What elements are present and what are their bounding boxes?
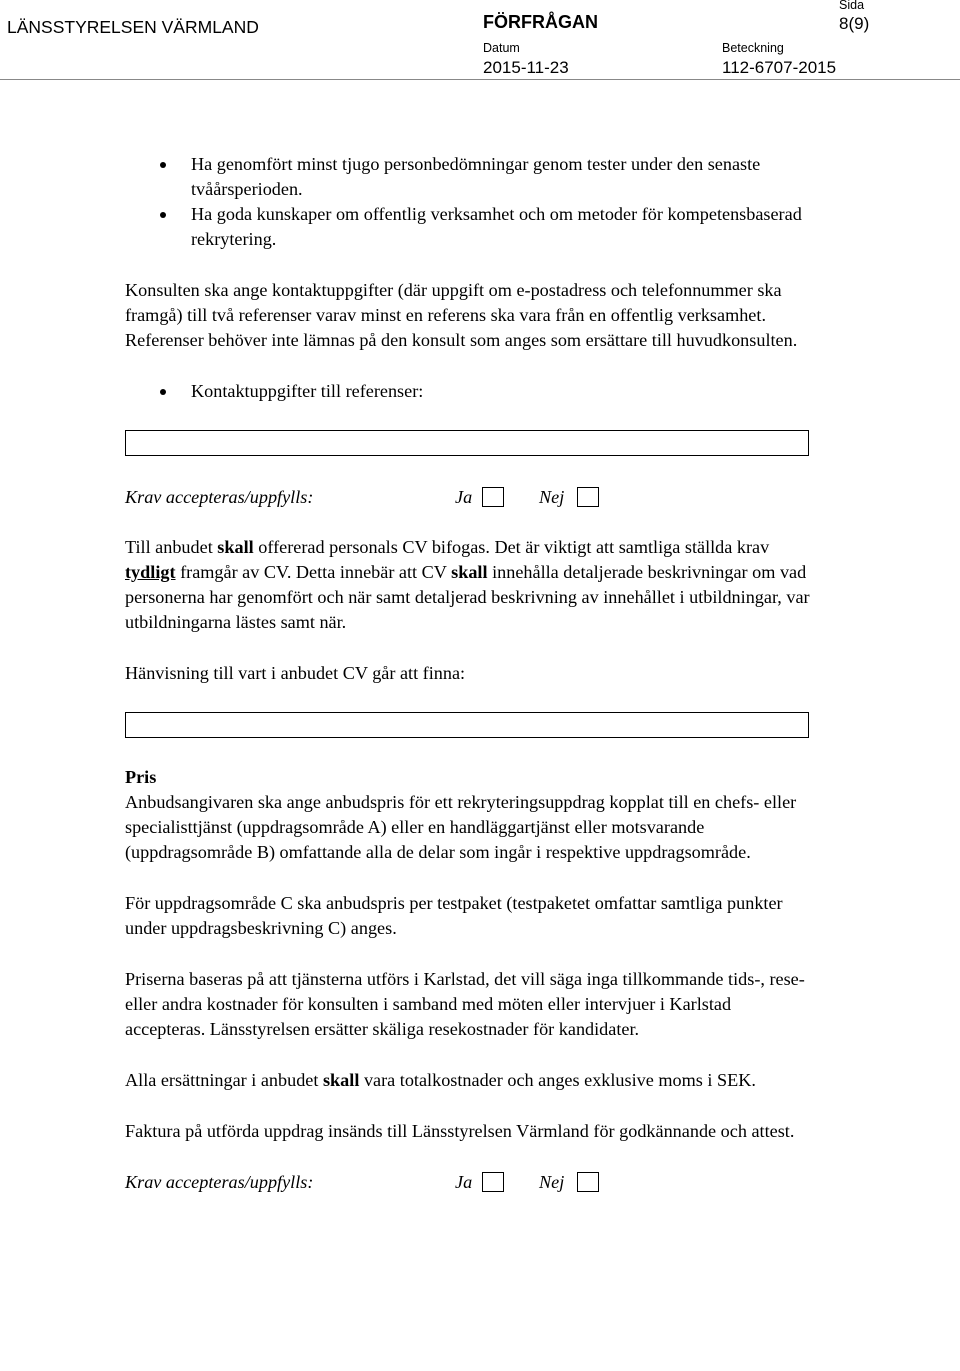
emphasis-text: skall (322, 1070, 360, 1090)
text-run: Alla ersättningar i anbudet (125, 1070, 323, 1090)
yes-checkbox[interactable] (482, 487, 504, 507)
price-paragraph-2: För uppdragsområde C ska anbudspris per testpaket (testpaketet omfattar samtliga punkter under uppdragsbeskrivning C) anges. (125, 893, 783, 938)
text-run: offererad personals CV bifogas. Det är viktigt att samtliga ställda krav (253, 537, 770, 557)
list-item (0, 202, 815, 252)
text-run: innehålla detaljerade beskrivningar om vad personerna har genomfört och när samt detaljerad beskrivning av innehållet i utbildningar, var utbildningarna lästes samt när. (125, 562, 810, 632)
price-paragraph-3: Priserna baseras på att tjänsterna utförs i Karlstad, det vill säga inga tillkommande tids-, rese- eller andra kostnader för konsulten i samband med möten eller intervjuer i Karlstad accepteras. Länsstyrelsen ersätter skäliga resekostnader för kandidater. (125, 969, 805, 1039)
yes-checkbox[interactable] (482, 1172, 504, 1192)
bullet-icon (160, 212, 166, 218)
yes-label: Ja (455, 487, 473, 507)
date-value: 2015-11-23 (483, 58, 569, 77)
bullet-icon (160, 389, 166, 395)
no-checkbox[interactable] (577, 1172, 599, 1192)
requirement-acceptance-row (125, 485, 815, 510)
list-item-text: Ha genomfört minst tjugo personbedömningar genom tester under den senaste tvåårsperioden. (191, 154, 761, 199)
cv-reference-input-field[interactable] (125, 712, 809, 738)
references-paragraph: Konsulten ska ange kontaktuppgifter (där uppgift om e-postadress och telefonnummer ska framgå) till två referenser varav minst en referens ska vara från en offentlig verksamhet. Referenser behöver inte lämnas på den konsult som anges som ersättare till huvudkonsulten. (125, 280, 798, 350)
price-paragraph-1: Anbudsangivaren ska ange anbudspris för ett rekryteringsuppdrag kopplat till en chefs- eller specialisttjänst (uppdragsområde A) eller en handläggartjänst eller motsvarande (uppdragsområde B) omfattande alla de delar som ingår i respektive uppdragsområde. (125, 792, 797, 862)
reference-label: Beteckning (722, 41, 784, 55)
page-number: 8(9) (839, 14, 870, 33)
date-label: Datum (483, 41, 520, 55)
text-run: vara totalkostnader och anges exklusive moms i SEK. (359, 1070, 756, 1090)
text-run: framgår av CV. Detta innebär att CV (175, 562, 452, 582)
emphasis-text: skall (217, 537, 254, 557)
document-type: FÖRFRÅGAN (483, 12, 598, 32)
contacts-list (125, 379, 815, 404)
price-paragraph-4 (125, 1068, 815, 1093)
text-run: Till anbudet (125, 537, 218, 557)
price-paragraph-5: Faktura på utförda uppdrag insänds till Länsstyrelsen Värmland för godkännande och attest. (125, 1121, 795, 1141)
list-item (0, 152, 815, 202)
references-input-field[interactable] (125, 430, 809, 456)
header-divider (0, 79, 960, 80)
cv-paragraph (125, 535, 815, 635)
bullet-icon (160, 162, 166, 168)
yes-label: Ja (455, 1172, 473, 1192)
list-item-text: Kontaktuppgifter till referenser: (191, 381, 424, 401)
no-checkbox[interactable] (577, 487, 599, 507)
document-body (125, 152, 815, 1195)
no-label: Nej (539, 487, 565, 507)
reference-number: 112-6707-2015 (722, 58, 837, 77)
underlined-text: tydligt (125, 562, 176, 582)
section-heading-price: Pris (125, 767, 157, 787)
cv-reference-prompt: Hänvisning till vart i anbudet CV går att finna: (125, 663, 466, 683)
requirement-acceptance-label: Krav accepteras/uppfylls: (125, 1172, 314, 1192)
list-item (0, 379, 815, 404)
list-item-text: Ha goda kunskaper om offentlig verksamhet och om metoder för kompetensbaserad rekrytering. (191, 204, 802, 249)
no-label: Nej (539, 1172, 565, 1192)
emphasis-text: skall (451, 562, 488, 582)
organization-name: LÄNSSTYRELSEN VÄRMLAND (7, 17, 259, 37)
page-label: Sida (839, 0, 865, 12)
requirements-list (125, 152, 815, 252)
requirement-acceptance-label: Krav accepteras/uppfylls: (125, 487, 314, 507)
requirement-acceptance-row (125, 1170, 815, 1195)
